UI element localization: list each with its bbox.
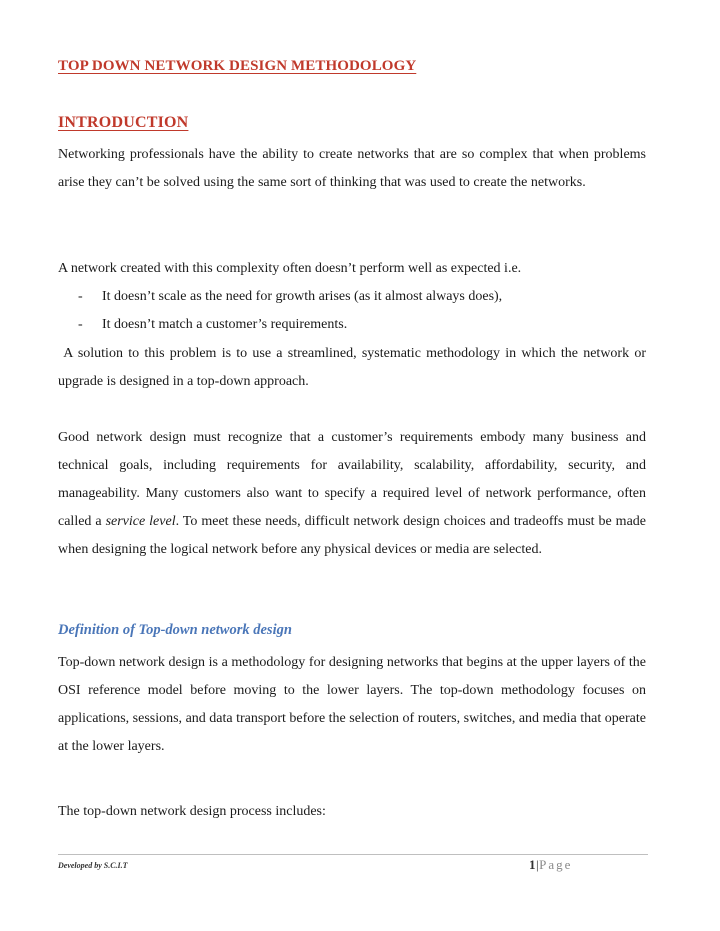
- footer-divider: [58, 854, 648, 855]
- list-item: [78, 311, 502, 339]
- definition-heading: Definition of Top-down network design: [58, 622, 292, 638]
- definition-paragraph: Top-down network design is a methodology for designing networks that begins at the upper layers of the OSI reference model before moving to the lower layers. The top-down methodology focuses on applications, sessions, and data transport before the selection of routers, switches, and media that operate at the lower layers.: [58, 655, 646, 754]
- bullet-list: [78, 283, 502, 339]
- document-title: TOP DOWN NETWORK DESIGN METHODOLOGY: [58, 58, 417, 74]
- service-level-emphasis: service level: [105, 514, 176, 529]
- solution-paragraph: [58, 340, 646, 396]
- intro-paragraph: Networking professionals have the ability to create networks that are so complex that when problems arise they can’t be solved using the same sort of thinking that was used to create the networks.: [58, 147, 646, 190]
- bullet-marker: -: [78, 317, 83, 332]
- footer-page-indicator: [529, 857, 572, 873]
- process-paragraph: The top-down network design process includes:: [58, 804, 326, 819]
- footer-developer: Developed by S.C.I.T: [58, 861, 128, 870]
- bullet-marker: -: [78, 289, 83, 304]
- solution-text: A solution to this problem is to use a streamlined, systematic methodology in which the network or upgrade is designed in a top-down approach.: [58, 346, 646, 389]
- good-design-text-end: . To meet these needs, difficult network design choices and tradeoffs must be made when designing the logical network before any physical devices or media are selected.: [58, 514, 646, 557]
- bullet-text: It doesn’t match a customer’s requirements.: [102, 317, 348, 332]
- page-number: 1: [529, 857, 536, 872]
- intro-heading: INTRODUCTION: [58, 114, 189, 131]
- page-label: Page: [539, 857, 573, 872]
- network-paragraph: A network created with this complexity often doesn’t perform well as expected i.e.: [58, 261, 522, 276]
- good-design-paragraph: [58, 424, 646, 564]
- bullet-text: It doesn’t scale as the need for growth arises (as it almost always does),: [102, 289, 503, 304]
- page-separator: |: [536, 857, 540, 872]
- list-item: [78, 283, 502, 311]
- good-design-text-start: Good network design must recognize that a customer’s requirements embody many business and technical goals, including requirements for availability, scalability, affordability, security, and manageability. Many customers also want to specify a required level of network performance, often called a: [58, 430, 646, 529]
